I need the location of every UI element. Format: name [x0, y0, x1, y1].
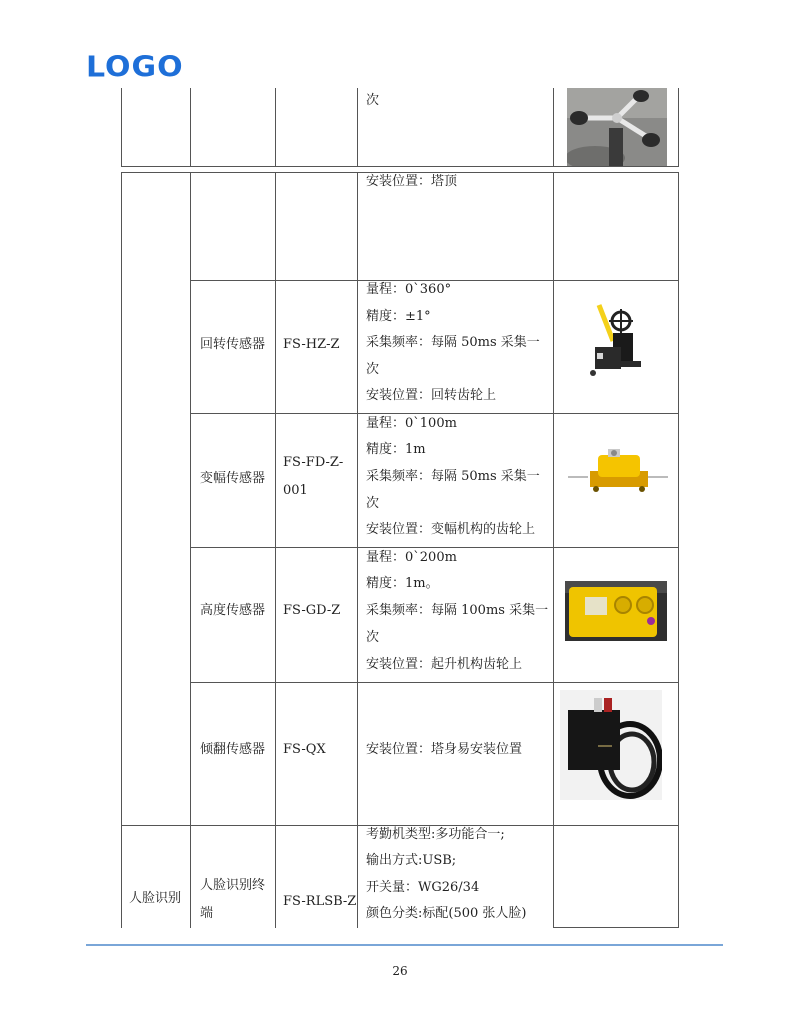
spec-cell-fragment: 次 [366, 93, 380, 108]
sensor-name: 高度传感器 [200, 603, 266, 618]
sensor-model: FS-GD-Z [283, 603, 341, 618]
sensor-name: 倾翻传感器 [200, 742, 266, 757]
sensor-model: FS-RLSB-Z [283, 894, 357, 909]
sensor-name: 变幅传感器 [200, 471, 266, 486]
luffing-sensor-photo [568, 445, 668, 497]
spec-cell-top-install: 安装位置：塔顶 [366, 174, 458, 189]
height-sensor-photo [565, 581, 667, 641]
footer-divider [86, 944, 723, 946]
sensor-model: FS-HZ-Z [283, 337, 340, 352]
logo: LOGO [86, 50, 184, 85]
category-label: 人脸识别 [129, 891, 182, 906]
sensor-name: 回转传感器 [200, 337, 266, 352]
tilt-sensor-photo [560, 690, 662, 800]
anemometer-photo [567, 88, 667, 166]
page-number: 26 [392, 964, 408, 978]
slewing-sensor-photo [585, 303, 657, 381]
sensor-spec: 安装位置：塔身易安装位置 [366, 742, 523, 757]
sensor-model: FS-QX [283, 742, 326, 757]
